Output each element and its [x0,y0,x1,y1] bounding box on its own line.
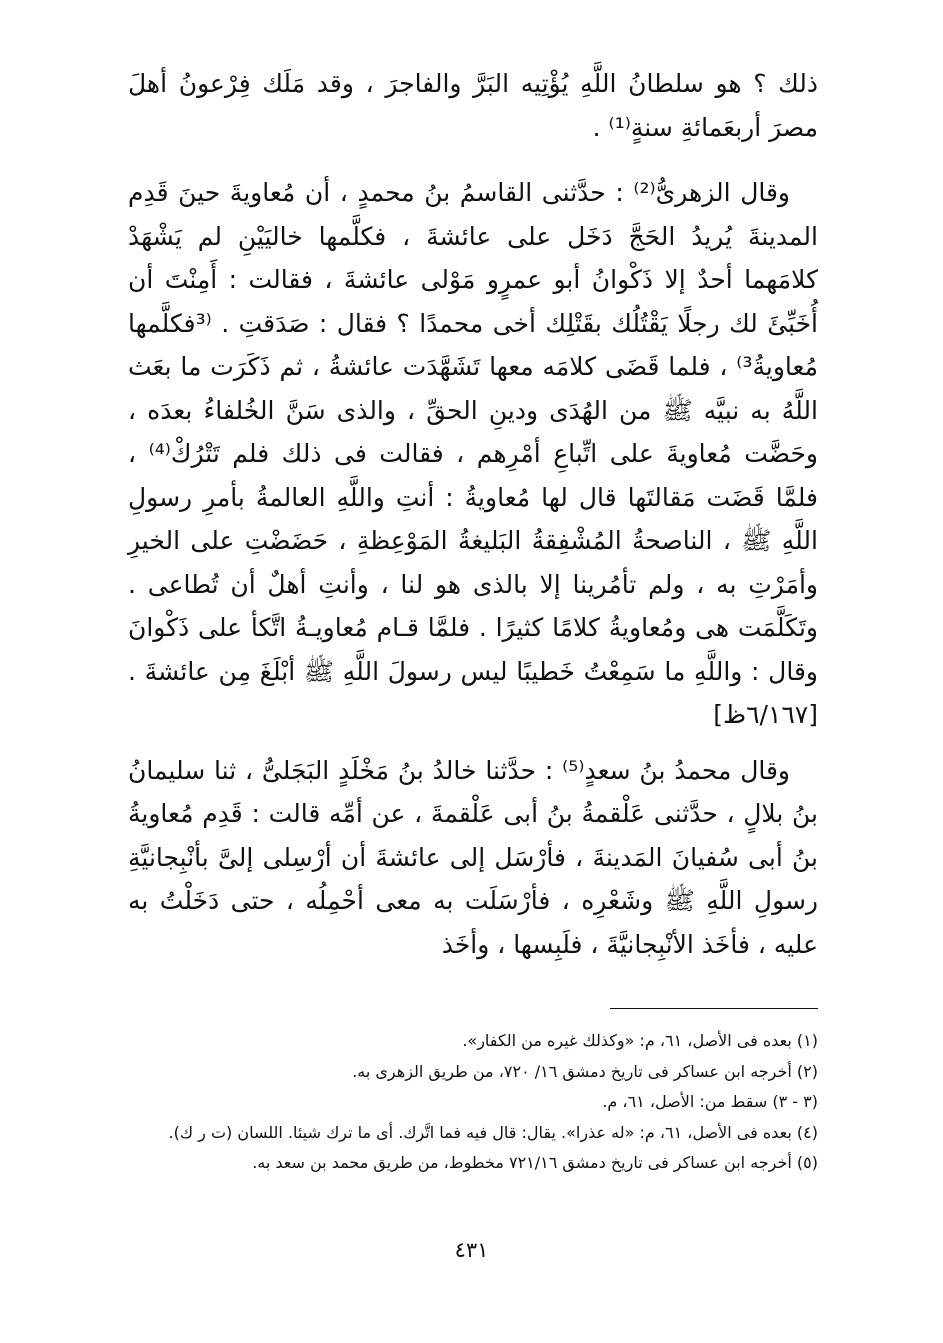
paragraph-2: وقال الزهرىُّ⁽²⁾ : حدَّثنى القاسمُ بنُ محمدٍ ، أن مُعاويةَ حينَ قَدِم المدينةَ يُريدُ الحَجَّ دَخَل على عائشةَ ، فكلَّمها خاليَيْنِ لم يَشْهَدْ كلامَهما أحدٌ إلا ذَكْوانُ أبو عمرٍو مَوْلى عائشةَ ، فقالت : أَمِنْتَ أن أُخَبِّئَ لك رجلًا يَقْتُلُك بقَتْلِك أخى محمدًا ؟ فقال : صَدَقتِ . ⁽³فكلَّمها مُعاويةُ³⁾ ، فلما قَضَى كلامَه معها تَشَهَّدَت عائشةُ ، ثم ذَكَرَت ما بعَث اللَّهُ به نبيَّه ﷺ من الهُدَى ودينِ الحقِّ ، والذى سَنَّ الخُلفاءُ بعدَه ، وحَضَّت مُعاويةَ على اتِّباعِ أمْرِهم ، فقالت فى ذلك فلم تَتْرُكْ⁽⁴⁾ ، فلمَّا قَضَت مَقالتَها قال لها مُعاويةُ : أنتِ واللَّهِ العالمةُ بأمرِ رسولِ اللَّهِ ﷺ ، الناصحةُ المُشْفِقةُ البَليغةُ المَوْعِظةِ ، حَضَضْتِ على الخيرِ وأمَرْتِ به ، ولم تأمُرينا إلا بالذى هو لنا ، وأنتِ أهلٌ أن تُطاعى . وتَكَلَّمَت هى ومُعاويةُ كلامًا كثيرًا . فلمَّا قـام مُعاويـةُ اتَّكأ على ذَكْوانَ وقال : واللَّهِ ما سَمِعْتُ خَطيبًا ليس رسولَ اللَّهِ ﷺ أبْلَغَ مِن عائشةَ . [٦/١٦٧ظ] [128,178,819,729]
main-text [128,62,818,966]
paragraph-spacer [128,737,818,749]
footnotes [128,1026,818,1179]
page-number: ٤٣١ [454,1238,489,1262]
footnote-3: (٣ - ٣) سقط من: الأصل، ٦١، م. [602,1092,818,1111]
paragraph-1: ذلك ؟ هو سلطانُ اللَّهِ يُؤْتِيه البَرَّ والفاجرَ ، وقد مَلَك فِرْعونُ أهلَ مصرَ أربعَمائةِ سنةٍ⁽¹⁾ . [128,69,818,142]
paragraph-spacer [128,149,818,171]
footnote-1: (١) بعده فى الأصل، ٦١، م: «وكذلك غيره من الكفار». [462,1031,818,1050]
footnote-5: (٥) أخرجه ابن عساكر فى تاريخ دمشق ٧٢١/١٦ مخطوط، من طريق محمد بن سعد به. [252,1153,818,1172]
footnote-4: (٤) بعده فى الأصل، ٦١، م: «له عذرا». يقال: قال فيه فما اتَّرك. أى ما ترك شيئا. اللسان (ت ر ك). [168,1122,818,1142]
footnote-2: (٢) أخرجه ابن عساكر فى تاريخ دمشق ١٦/ ٧٢٠، من طريق الزهرى به. [352,1061,818,1081]
footnote-divider [610,1008,818,1009]
paragraph-3: وقال محمدُ بنُ سعدٍ⁽⁵⁾ : حدَّثنا خالدُ بنُ مَخْلَدٍ البَجَلىُّ ، ثنا سليمانُ بنُ بلالٍ ، حدَّثنى عَلْقمةُ بنُ أبى عَلْقمةَ ، عن أمِّه قالت : قَدِم مُعاويةُ بنُ أبى سُفيانَ المَدينةَ ، فأرْسَل إلى عائشةَ أن أرْسِلى إلىَّ بأنْبِجانيَّةِ رسولِ اللَّهِ ﷺ وشَعْرِه ، فأرْسَلَت به معى أحْمِلُه ، حتى دَخَلْتُ به عليه ، فأخَذ الأنْبِجانيَّةَ ، فلَبِسها ، وأخَذ [128,755,818,959]
